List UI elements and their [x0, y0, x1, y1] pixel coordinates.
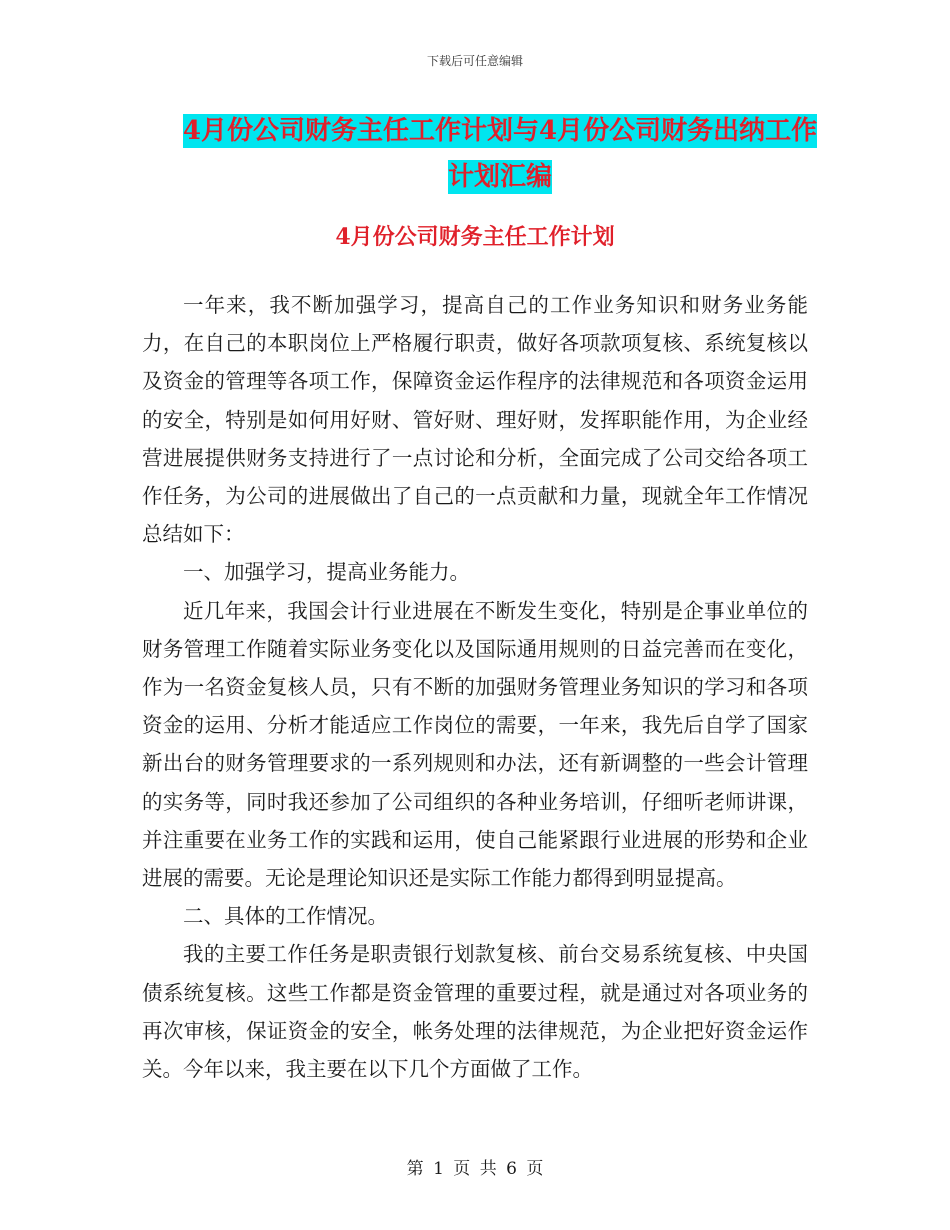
document-body: [142, 286, 808, 1088]
paragraph: 二、具体的工作情况。: [183, 904, 388, 929]
page-number: 第 1 页 共 6 页: [406, 1159, 544, 1179]
header-note: 下载后可任意编辑: [426, 54, 523, 68]
paragraph: 近几年来，我国会计行业进展在不断发生变化，特别是企事业单位的财务管理工作随着实际业务变化以及国际通用规则的日益完善而在变化，作为一名资金复核人员，只有不断的加强财务管理业务知识的学习和各项资金的运用、分析才能适应工作岗位的需要，一年来，我先后自学了国家新出台的财务管理要求的一系列规则和办法，还有新调整的一些会计管理的实务等，同时我还参加了公司组织的各种业务培训，仔细听老师讲课，并注重要在业务工作的实践和运用，使自己能紧跟行业进展的形势和企业进展的需要。无论是理论知识还是实际工作能力都得到明显提高。: [142, 598, 808, 891]
paragraph: 我的主要工作任务是职责银行划款复核、前台交易系统复核、中央国债系统复核。这些工作都是资金管理的重要过程，就是通过对各项业务的再次审核，保证资金的安全，帐务处理的法律规范，为企业把好资金运作关。今年以来，我主要在以下几个方面做了工作。: [142, 942, 808, 1082]
document-title-text: 4月份公司财务主任工作计划与4月份公司财务出纳工作计划汇编: [182, 116, 818, 192]
document-title: [180, 108, 820, 200]
section-title: 4月份公司财务主任工作计划: [335, 224, 615, 250]
paragraph: 一年来，我不断加强学习，提高自己的工作业务知识和财务业务能力，在自己的本职岗位上严格履行职责，做好各项款项复核、系统复核以及资金的管理等各项工作，保障资金运作程序的法律规范和各项资金运用的安全，特别是如何用好财、管好财、理好财，发挥职能作用，为企业经营进展提供财务支持进行了一点讨论和分析，全面完成了公司交给各项工作任务，为公司的进展做出了自己的一点贡献和力量，现就全年工作情况总结如下：: [142, 293, 808, 547]
paragraph: 一、加强学习，提高业务能力。: [183, 560, 470, 585]
